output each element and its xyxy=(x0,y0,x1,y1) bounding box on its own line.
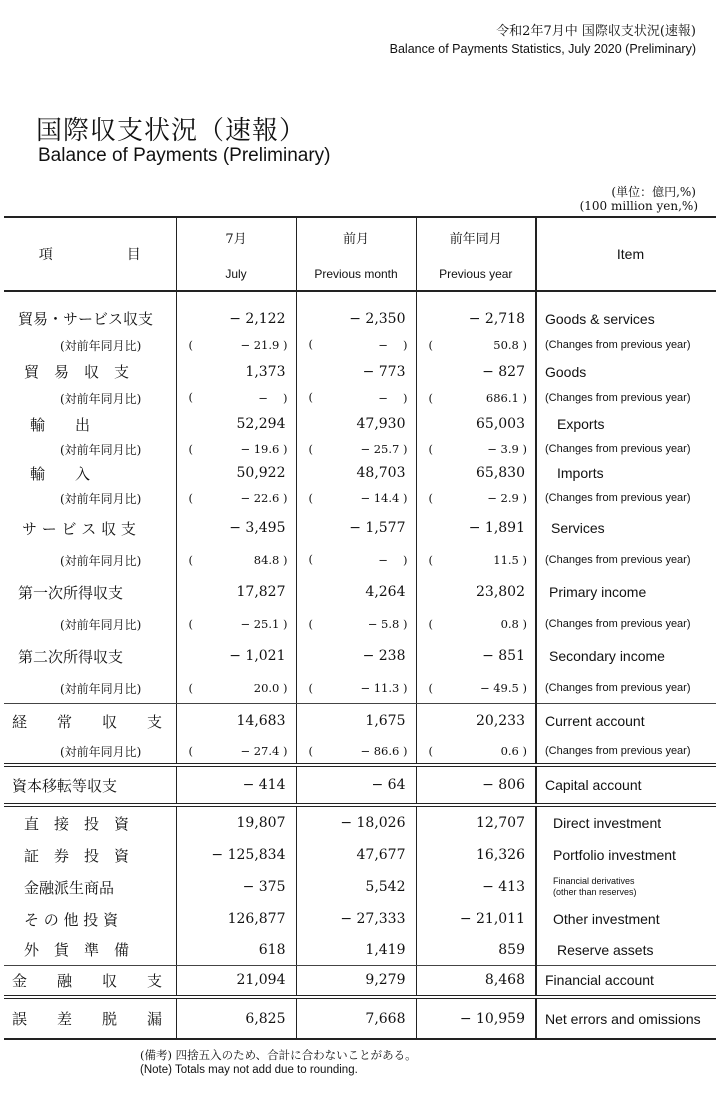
value-cell: 1,373 xyxy=(176,357,296,386)
change-row: (対前年同月比) ( − 19.6 ) ( − 25.7 ) ( − 3.9 ) (Changes from previous year) xyxy=(4,438,716,460)
table-row xyxy=(4,965,716,997)
value-cell: − 827 xyxy=(416,357,536,386)
header-en: Balance of Payments Statistics, July 2020 (Preliminary) xyxy=(389,42,696,56)
change-label-en: (Changes from previous year) xyxy=(536,486,716,510)
change-label-jp: (対前年同月比) xyxy=(60,442,142,457)
change-label-jp: (対前年同月比) xyxy=(4,739,176,765)
change-row: (対前年同月比) ( − 27.4 ) ( − 86.6 ) ( 0.6 ) (Changes from previous year) xyxy=(4,739,716,765)
change-label-jp: (対前年同月比) xyxy=(60,391,142,406)
value-cell: − 238 xyxy=(296,638,416,674)
value-cell: 7,668 xyxy=(296,997,416,1039)
value-cell: 8,468 xyxy=(416,965,536,997)
page-title-en: Balance of Payments (Preliminary) xyxy=(38,145,331,166)
value-cell: 12,707 xyxy=(416,805,536,839)
change-label-en: (Changes from previous year) xyxy=(536,546,716,574)
value-cell: 47,930 xyxy=(296,410,416,438)
value-cell: − 1,577 xyxy=(296,510,416,546)
value-cell: − 1,891 xyxy=(416,510,536,546)
value-cell: − 27,333 xyxy=(296,903,416,935)
change-row: (対前年同月比) ( − ) ( − ) ( 686.1 ) (Changes from previous year) xyxy=(4,386,716,410)
change-label-jp: (対前年同月比) xyxy=(60,338,142,353)
value-cell: 126,877 xyxy=(176,903,296,935)
row-label-jp: 輸 出 xyxy=(30,415,91,434)
change-label-jp: (対前年同月比) xyxy=(60,617,142,632)
row-label-en: Services xyxy=(536,510,716,546)
table-row xyxy=(4,460,716,486)
value-cell: − 2,350 xyxy=(296,304,416,333)
row-label-jp: 外 貨 準 備 xyxy=(4,935,176,965)
row-label-en: Financial derivatives (other than reserves) xyxy=(536,871,716,903)
value-cell: 21,094 xyxy=(176,965,296,997)
value-cell: − 21,011 xyxy=(416,903,536,935)
row-label-jp: そ の 他 投 資 xyxy=(24,910,119,929)
row-label-en: Portfolio investment xyxy=(536,839,716,871)
value-cell: 23,802 xyxy=(416,574,536,610)
row-label-jp: 直 接 投 資 xyxy=(24,814,130,833)
table-row xyxy=(4,703,716,739)
value-cell: 618 xyxy=(176,935,296,965)
row-label-en: Goods xyxy=(536,357,716,386)
value-cell: 4,264 xyxy=(296,574,416,610)
change-label-en: (Changes from previous year) xyxy=(536,333,716,357)
table-row xyxy=(4,997,716,1039)
value-cell: 47,677 xyxy=(296,839,416,871)
value-cell: − 413 xyxy=(416,871,536,903)
table-row xyxy=(4,510,716,546)
value-cell: 9,279 xyxy=(296,965,416,997)
change-label-jp: (対前年同月比) xyxy=(4,674,176,703)
row-label-jp: 金融派生商品 xyxy=(24,878,115,897)
header-jp: 令和2年7月中 国際収支状況(速報) xyxy=(496,24,696,39)
value-cell: 1,675 xyxy=(296,703,416,739)
change-label-en: (Changes from previous year) xyxy=(536,674,716,703)
change-row: (対前年同月比) ( − 22.6 ) ( − 14.4 ) ( − 2.9 ) (Changes from previous year) xyxy=(4,486,716,510)
change-row: (対前年同月比) ( − 25.1 ) ( − 5.8 ) ( 0.8 ) (Changes from previous year) xyxy=(4,610,716,638)
value-cell: 65,830 xyxy=(416,460,536,486)
value-cell: 6,825 xyxy=(176,997,296,1039)
value-cell: − 10,959 xyxy=(416,997,536,1039)
row-label-en: Financial account xyxy=(536,965,716,997)
value-cell: 19,807 xyxy=(176,805,296,839)
col-header-item-jp: 項 目 xyxy=(4,217,176,291)
table-row xyxy=(4,304,716,333)
table-row xyxy=(4,638,716,674)
table-row xyxy=(4,805,716,839)
col-header-previous-month: 前月 Previous month xyxy=(296,217,416,291)
value-cell: 20,233 xyxy=(416,703,536,739)
row-label-jp: 貿易・サービス収支 xyxy=(18,310,154,328)
change-row: (対前年同月比) ( 84.8 ) ( − ) ( 11.5 ) (Changes from previous year) xyxy=(4,546,716,574)
value-cell: − 851 xyxy=(416,638,536,674)
row-label-en: Capital account xyxy=(536,765,716,805)
unit-label-en: (100 million yen,%) xyxy=(579,199,698,213)
change-label-en: (Changes from previous year) xyxy=(536,386,716,410)
row-label-en: Other investment xyxy=(536,903,716,935)
row-label-en: Current account xyxy=(536,703,716,739)
row-label-jp: サ ー ビ ス 収 支 xyxy=(22,519,136,538)
change-label-jp: (対前年同月比) xyxy=(60,553,142,568)
value-cell: − 64 xyxy=(296,765,416,805)
unit-label-jp: (単位：億円,%) xyxy=(611,185,696,199)
value-cell: − 2,122 xyxy=(176,304,296,333)
col-header-previous-year: 前年同月 Previous year xyxy=(416,217,536,291)
note-en: (Note) Totals may not add due to rounding. xyxy=(140,1064,358,1076)
value-cell: 5,542 xyxy=(296,871,416,903)
row-label-jp: 第二次所得収支 xyxy=(18,647,124,666)
value-cell: 48,703 xyxy=(296,460,416,486)
value-cell: − 414 xyxy=(176,765,296,805)
row-label-jp: 誤 差 脱 漏 xyxy=(12,1010,163,1028)
value-cell: 17,827 xyxy=(176,574,296,610)
value-cell: 1,419 xyxy=(296,935,416,965)
value-cell: − 1,021 xyxy=(176,638,296,674)
table-row xyxy=(4,903,716,935)
value-cell: 859 xyxy=(416,935,536,965)
note-jp: (備考) 四捨五入のため、合計に合わないことがある。 xyxy=(140,1048,417,1062)
table-row xyxy=(4,357,716,386)
col-header-july: 7月 July xyxy=(176,217,296,291)
row-label-en: Exports xyxy=(536,410,716,438)
row-label-en: Direct investment xyxy=(536,805,716,839)
value-cell: − 125,834 xyxy=(176,839,296,871)
value-cell: 52,294 xyxy=(176,410,296,438)
change-label-en: (Changes from previous year) xyxy=(536,739,716,765)
table-row xyxy=(4,765,716,805)
row-label-jp: 金 融 収 支 xyxy=(4,965,176,997)
row-label-en: Net errors and omissions xyxy=(536,997,716,1039)
row-label-jp: 証 券 投 資 xyxy=(24,846,130,865)
table-row xyxy=(4,839,716,871)
change-label-jp: (対前年同月比) xyxy=(60,491,142,506)
page-title-jp: 国際収支状況（速報） xyxy=(36,116,307,146)
change-label-en: (Changes from previous year) xyxy=(536,610,716,638)
row-label-en: Primary income xyxy=(536,574,716,610)
row-label-en: Secondary income xyxy=(536,638,716,674)
value-cell: 16,326 xyxy=(416,839,536,871)
value-cell: − 375 xyxy=(176,871,296,903)
value-cell: − 2,718 xyxy=(416,304,536,333)
value-cell: − 3,495 xyxy=(176,510,296,546)
row-label-jp: 経 常 収 支 xyxy=(12,712,163,731)
row-label-jp: 貿 易 収 支 xyxy=(24,363,130,381)
table-row xyxy=(4,410,716,438)
table-row xyxy=(4,871,716,903)
row-label-en: Imports xyxy=(536,460,716,486)
table-row xyxy=(4,574,716,610)
value-cell: 14,683 xyxy=(176,703,296,739)
row-label-jp: 輸 入 xyxy=(30,464,91,483)
table-row xyxy=(4,935,716,965)
col-header-item-en: Item xyxy=(536,217,716,291)
value-cell: 65,003 xyxy=(416,410,536,438)
value-cell: − 773 xyxy=(296,357,416,386)
row-label-en: Reserve assets xyxy=(536,935,716,965)
change-row: (対前年同月比) ( − 21.9 ) ( − ) ( 50.8 ) (Changes from previous year) xyxy=(4,333,716,357)
row-label-en: Goods & services xyxy=(536,304,716,333)
table-header-row xyxy=(4,217,716,291)
row-label-jp: 資本移転等収支 xyxy=(4,765,176,805)
value-cell: − 18,026 xyxy=(296,805,416,839)
value-cell: 50,922 xyxy=(176,460,296,486)
balance-of-payments-table xyxy=(4,216,716,1040)
change-label-en: (Changes from previous year) xyxy=(536,438,716,460)
row-label-jp: 第一次所得収支 xyxy=(18,583,124,602)
change-row: (対前年同月比) ( 20.0 ) ( − 11.3 ) ( − 49.5 ) (Changes from previous year) xyxy=(4,674,716,703)
value-cell: − 806 xyxy=(416,765,536,805)
